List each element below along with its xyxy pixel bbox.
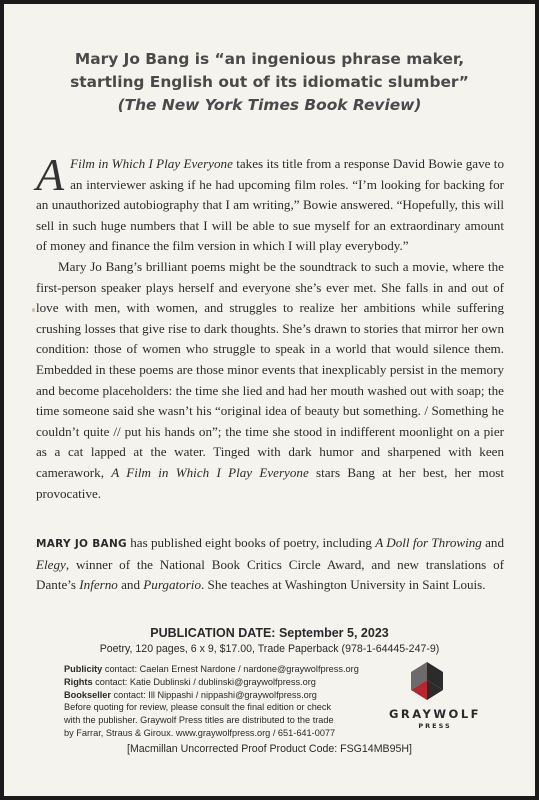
drop-cap: A xyxy=(36,149,65,200)
description-text: stars Bang at her best, her most provocative. xyxy=(36,464,505,501)
bio-text: has published eight books of poetry, including xyxy=(126,535,376,551)
bio-book-title: Elegy xyxy=(36,556,66,572)
review-note: Before quoting for review, please consult the final edition or check xyxy=(64,702,332,713)
bio-book-title: A Doll for Throwing xyxy=(375,535,482,551)
contact-label: Rights xyxy=(64,676,93,687)
description-paragraph-1 xyxy=(36,149,504,257)
bio-text: and xyxy=(117,577,144,593)
publication-info: Poetry, 120 pages, 6 x 9, $17.00, Trade Paperback (978-1-64445-247-9) xyxy=(99,643,440,655)
description-text: takes its title from a response David Bowie gave to an interviewer asking if he had upcoming film roles. “I’m looking for backing for an unauthorized autobiography that I am writing,” Bowie answered. “Hopefully, this will sell in such huge numbers that I will be able to sue myself for an extraordinary amount of money and finance the film version in which I will play everybody.” xyxy=(36,156,504,254)
review-note: with the publisher. Graywolf Press titles are distributed to the trade xyxy=(64,715,334,726)
review-note: by Farrar, Straus & Giroux. www.graywolfpress.org / 651-641-0077 xyxy=(64,727,336,738)
contact-text: contact: Ill Nippashi / nippashi@graywolfpress.org xyxy=(110,689,317,700)
publicity-contact xyxy=(64,663,394,676)
author-name: MARY JO BANG xyxy=(36,538,127,551)
contact-label: Bookseller xyxy=(64,689,111,700)
logo-press-label: PRESS xyxy=(418,722,452,730)
review-quote xyxy=(44,48,495,117)
rights-contact xyxy=(64,676,394,689)
paper-speck xyxy=(32,308,35,312)
quote-line-1: Mary Jo Bang is “an ingenious phrase maker, xyxy=(74,50,465,68)
publication-date: PUBLICATION DATE: September 5, 2023 xyxy=(150,626,389,640)
bookseller-contact xyxy=(64,689,394,702)
author-bio xyxy=(36,533,504,596)
description-text: Mary Jo Bang’s brilliant poems might be the soundtrack to such a movie, where the first-person speaker plays herself and everyone she’s ever met. She falls in and out of love with men, with women, and struggles to realize her ambitions while suffering crushing losses that give rise to dark thoughts. She’s drawn to stories that mirror her own condition: those of women who struggle to speak in a world that would silence them. Embedded in these poems are those minor events that inexplicably persist in the memory and become placeholders: the time she lied and had her mouth washed out with soap; the time someone said she wasn’t his “original idea of beauty but something. / Something he couldn’t quite // put his hands on”; the time she stood in indifferent moonlight on a pier as a cat lapped at the water. Tinged with dark humor and sharpened with keen camerawork, xyxy=(36,258,504,480)
quote-line-2: startling English out of its idiomatic slumber” xyxy=(70,73,469,91)
book-title: A Film in Which I Play Everyone xyxy=(111,464,309,480)
logo-wordmark: GRAYWOLF xyxy=(388,707,482,721)
publisher-contacts xyxy=(64,663,394,740)
quote-source: (The New York Times Book Review) xyxy=(117,96,422,114)
bio-text: , winner of the National Book Critics Circle Award, and new translations of Dante’s xyxy=(36,556,504,593)
book-description xyxy=(36,149,505,596)
description-paragraph-2 xyxy=(36,257,504,504)
contact-text: contact: Caelan Ernest Nardone / nardone@graywolfpress.org xyxy=(102,664,359,674)
book-title: Film in Which I Play Everyone xyxy=(70,156,233,171)
contact-label: Publicity xyxy=(64,664,103,674)
bio-text: . She teaches at Washington University in Saint Louis. xyxy=(201,577,486,593)
bio-book-title: Purgatorio xyxy=(143,577,201,593)
graywolf-logo-icon xyxy=(380,658,490,708)
back-cover xyxy=(4,4,535,796)
bio-text: and xyxy=(481,535,505,551)
bio-book-title: Inferno xyxy=(79,577,118,593)
contact-text: contact: Katie Dublinski / dublinski@graywolfpress.org xyxy=(92,676,316,687)
proof-code: [Macmillan Uncorrected Proof Product Code: FSG14MB95H] xyxy=(127,743,412,755)
